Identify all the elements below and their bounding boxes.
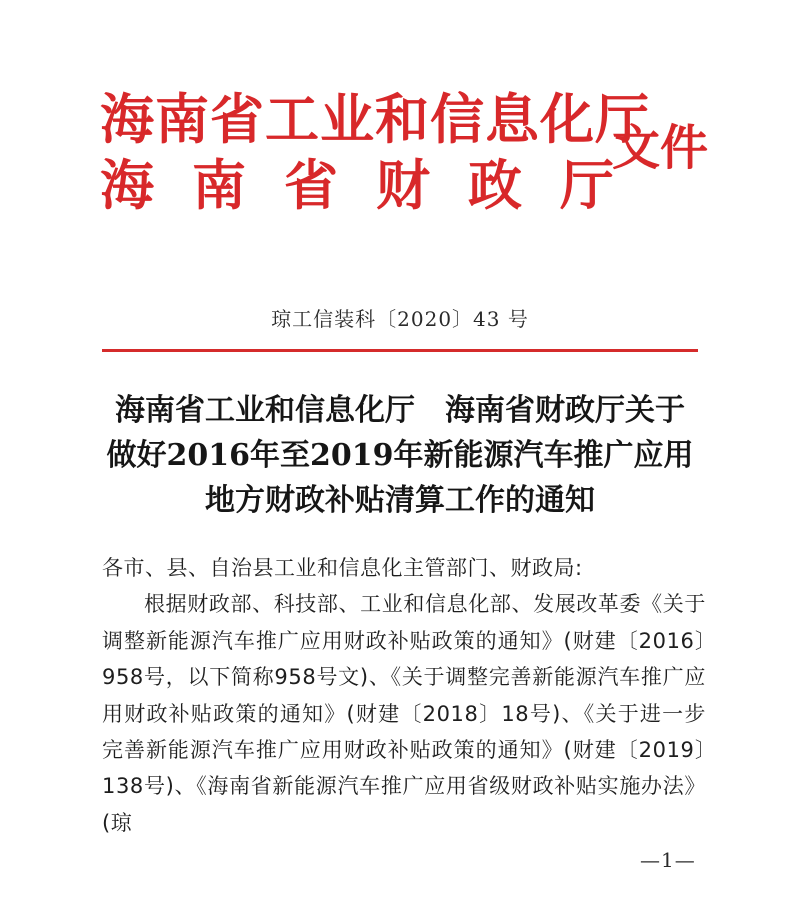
document-number: 琼工信装科〔2020〕43 号 [271,307,529,331]
issuer-line-2: 海南省财政厅 [100,153,652,217]
title-line-1: 海南省工业和信息化厅 海南省财政厅关于 [115,393,685,428]
document-body [102,550,706,841]
title-line-3: 地方财政补贴清算工作的通知 [205,483,595,518]
doc-type-label: 文件 [612,120,709,176]
document-title [0,388,800,523]
title-line-2: 做好2016年至2019年新能源汽车推广应用 [106,438,694,473]
body-paragraph-1: 根据财政部、科技部、工业和信息化部、发展改革委《关于调整新能源汽车推广应用财政补贴政策的通知》(财建〔2016〕958号，以下简称958号文)、《关于调整完善新能源汽车推广应用财政补贴政策的通知》(财建〔2018〕18号)、《关于进一步完善新能源汽车推广应用财政补贴政策的通知》(财建〔2019〕138号)、《海南省新能源汽车推广应用省级财政补贴实施办法》(琼 [102,592,706,835]
red-divider [102,349,698,352]
page-number: —1— [640,848,696,872]
salutation: 各市、县、自治县工业和信息化主管部门、财政局: [102,556,583,580]
document-header [0,0,800,240]
issuer-line-1: 海南省工业和信息化厅 [100,87,650,151]
